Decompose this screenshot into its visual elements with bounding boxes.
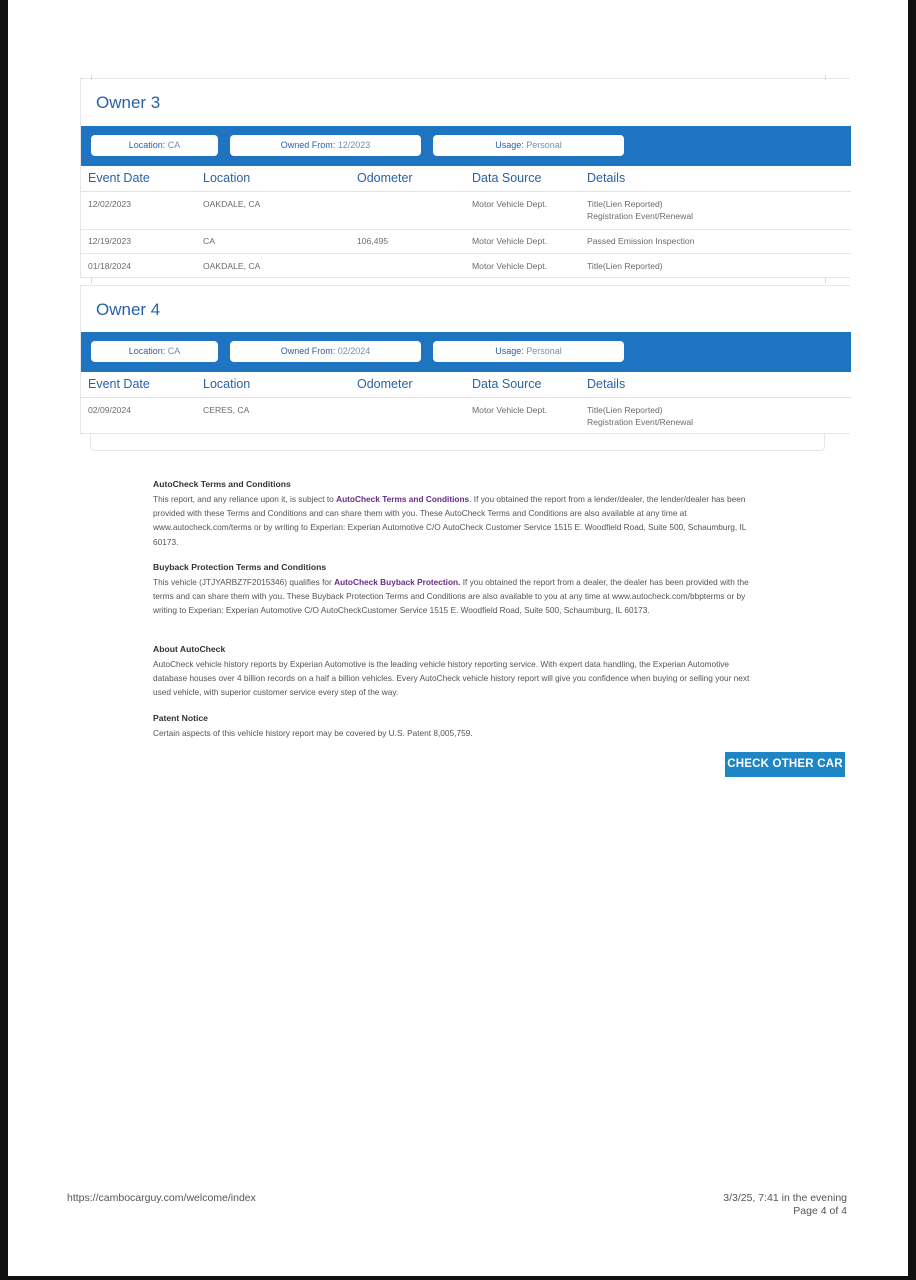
owned-from-value: 02/2024 bbox=[337, 346, 371, 356]
cell-source: Motor Vehicle Dept. bbox=[472, 236, 547, 246]
usage-value: Personal bbox=[526, 140, 562, 150]
terms-title: AutoCheck Terms and Conditions bbox=[153, 479, 291, 489]
owner-title: Owner 3 bbox=[96, 93, 161, 112]
cell-odometer: 106,495 bbox=[357, 236, 389, 246]
header-data-source: Data Source bbox=[472, 377, 542, 391]
cell-details bbox=[587, 405, 693, 428]
location-label: Location: bbox=[128, 140, 166, 150]
footer-datetime: 3/3/25, 7:41 in the evening bbox=[723, 1192, 847, 1204]
table-header-row bbox=[81, 166, 851, 192]
footer-meta bbox=[723, 1192, 847, 1218]
header-details: Details bbox=[587, 171, 626, 185]
usage-label: Usage: bbox=[495, 346, 524, 356]
cell-source: Motor Vehicle Dept. bbox=[472, 199, 547, 209]
header-odometer: Odometer bbox=[357, 171, 413, 185]
cell-location: OAKDALE, CA bbox=[203, 199, 261, 209]
cell-location: OAKDALE, CA bbox=[203, 261, 261, 271]
report-page bbox=[8, 0, 908, 1276]
detail-line: Title(Lien Reported) bbox=[587, 199, 663, 209]
owner-info-bar bbox=[81, 126, 851, 166]
owned-from-value: 12/2023 bbox=[337, 140, 371, 150]
owner-card bbox=[80, 78, 850, 278]
divider-tick bbox=[91, 278, 92, 283]
cell-date: 12/19/2023 bbox=[88, 236, 132, 246]
buyback-link[interactable]: AutoCheck Buyback Protection. bbox=[334, 577, 461, 587]
cell-details: Title(Lien Reported) bbox=[587, 261, 663, 271]
footer-page-number: Page 4 of 4 bbox=[793, 1205, 847, 1217]
patent-title: Patent Notice bbox=[153, 713, 208, 723]
owned-from-pill bbox=[230, 135, 421, 156]
header-location: Location bbox=[203, 377, 251, 391]
about-title: About AutoCheck bbox=[153, 644, 226, 654]
buyback-section bbox=[153, 562, 763, 618]
terms-link[interactable]: AutoCheck Terms and Conditions bbox=[336, 494, 470, 504]
owner-info-bar bbox=[81, 332, 851, 372]
table-row bbox=[81, 192, 851, 230]
owned-from-label: Owned From: bbox=[280, 140, 336, 150]
detail-line: Title(Lien Reported) bbox=[587, 405, 663, 415]
location-pill bbox=[91, 341, 218, 362]
owned-from-pill bbox=[230, 341, 421, 362]
table-row bbox=[81, 254, 851, 279]
cell-location: CERES, CA bbox=[203, 405, 250, 415]
location-value: CA bbox=[167, 346, 181, 356]
header-event-date: Event Date bbox=[88, 377, 150, 391]
about-text: AutoCheck vehicle history reports by Experian Automotive is the leading vehicle history reporting service. With expert data handling, the Experian Automotive database houses over 4 billion records on a half a billion vehicles. Every AutoCheck vehicle history report will give you confidence when buying or selling your next used vehicle, with superior customer service every step of the way. bbox=[153, 659, 750, 698]
location-label: Location: bbox=[128, 346, 166, 356]
buyback-text-pre: This vehicle (JTJYARBZ7F2015346) qualifies for bbox=[153, 577, 335, 587]
header-location: Location bbox=[203, 171, 251, 185]
owned-from-label: Owned From: bbox=[280, 346, 336, 356]
usage-pill bbox=[433, 341, 624, 362]
detail-line: Registration Event/Renewal bbox=[587, 416, 694, 427]
location-pill bbox=[91, 135, 218, 156]
cell-details bbox=[587, 199, 693, 222]
divider-tick bbox=[825, 278, 826, 283]
table-header-row bbox=[81, 372, 851, 398]
terms-section bbox=[153, 479, 763, 549]
check-other-car-button[interactable]: CHECK OTHER CAR bbox=[725, 752, 845, 777]
cell-details: Passed Emission Inspection bbox=[587, 236, 695, 246]
buyback-title: Buyback Protection Terms and Conditions bbox=[153, 562, 327, 572]
header-details: Details bbox=[587, 377, 626, 391]
table-row bbox=[81, 230, 851, 254]
divider-tick bbox=[825, 75, 826, 80]
owner-card bbox=[80, 285, 850, 434]
header-data-source: Data Source bbox=[472, 171, 542, 185]
terms-text-post: . If you obtained the report from a lender/dealer, the lender/dealer has been provided with these Terms and Conditions and can share them with you. These AutoCheck Terms and Conditions are also available at any time at www.autocheck.com/terms or by writing to Experian: Experian Automotive C/O AutoCheck Customer Service 1515 E. Woodfield Road, Suite 500, Schaumburg, IL 60173. bbox=[153, 494, 747, 547]
terms-text-pre: This report, and any reliance upon it, is subject to bbox=[153, 494, 337, 504]
detail-line: Registration Event/Renewal bbox=[587, 210, 694, 221]
table-row bbox=[81, 398, 851, 435]
terms-text bbox=[153, 492, 763, 549]
buyback-text-post: If you obtained the report from a dealer, the dealer has been provided with the terms and can share them with you. These Buyback Protection Terms and Conditions are also available to you at any time at www.autocheck.com/bbpterms or by writing to Experian: Experian Automotive C/O AutoCheckCustomer Service 1515 E. Woodfield Road, Suite 500, Schaumburg, IL 60173. bbox=[153, 577, 749, 616]
usage-label: Usage: bbox=[495, 140, 524, 150]
buyback-text bbox=[153, 575, 763, 618]
header-event-date: Event Date bbox=[88, 171, 150, 185]
section-bottom-border bbox=[90, 434, 825, 451]
cell-date: 01/18/2024 bbox=[88, 261, 132, 271]
cell-source: Motor Vehicle Dept. bbox=[472, 261, 547, 271]
usage-value: Personal bbox=[526, 346, 562, 356]
divider-tick bbox=[91, 75, 92, 80]
location-value: CA bbox=[167, 140, 181, 150]
header-odometer: Odometer bbox=[357, 377, 413, 391]
cell-date: 12/02/2023 bbox=[88, 199, 132, 209]
usage-pill bbox=[433, 135, 624, 156]
cell-date: 02/09/2024 bbox=[88, 405, 132, 415]
cell-source: Motor Vehicle Dept. bbox=[472, 405, 547, 415]
footer-url: https://cambocarguy.com/welcome/index bbox=[67, 1192, 256, 1204]
about-section bbox=[153, 644, 763, 700]
patent-section bbox=[153, 713, 763, 740]
patent-text: Certain aspects of this vehicle history report may be covered by U.S. Patent 8,005,759. bbox=[153, 728, 473, 738]
owner-title: Owner 4 bbox=[96, 300, 161, 319]
cell-location: CA bbox=[203, 236, 215, 246]
